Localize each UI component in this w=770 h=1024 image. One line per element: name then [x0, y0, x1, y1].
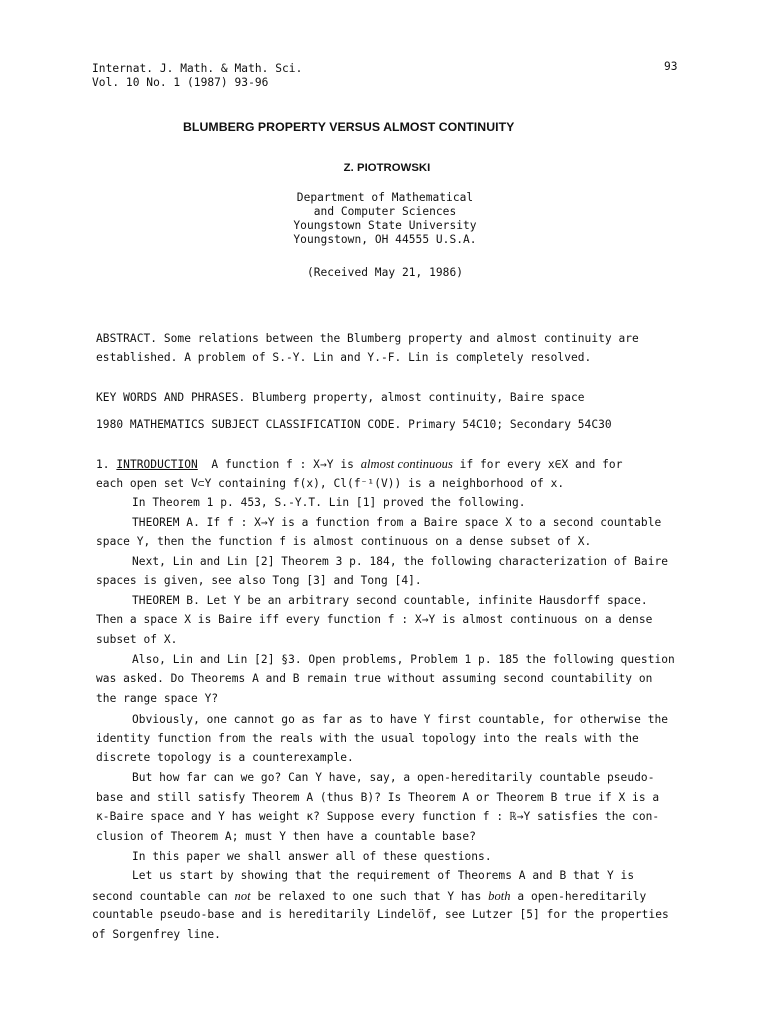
- body-line: the range space Y?: [96, 692, 219, 705]
- text-run: be relaxed to one such that Y has: [257, 890, 482, 903]
- classification-code: 1980 MATHEMATICS SUBJECT CLASSIFICATION CODE. Primary 54C10; Secondary 54C30: [96, 418, 612, 431]
- section-number: 1.: [96, 458, 110, 471]
- body-line: subset of X.: [96, 633, 178, 646]
- body-line: Then a space X is Baire iff every function f : X→Y is almost continuous on a dense: [96, 613, 653, 626]
- body-line: countable pseudo-base and is hereditarily Lindelöf, see Lutzer [5] for the properties: [92, 908, 669, 921]
- theorem-a-line: THEOREM A. If f : X→Y is a function from a Baire space X to a second countable: [132, 516, 662, 529]
- affiliation-line: Youngstown, OH 44555 U.S.A.: [293, 233, 477, 246]
- section-heading: INTRODUCTION: [116, 458, 198, 471]
- body-line: Next, Lin and Lin [2] Theorem 3 p. 184, the following characterization of Baire: [132, 555, 669, 568]
- body-line: Also, Lin and Lin [2] §3. Open problems, Problem 1 p. 185 the following question: [132, 653, 675, 666]
- body-line: Let us start by showing that the requirement of Theorems A and B that Y is: [132, 869, 635, 882]
- body-line: spaces is given, see also Tong [3] and Tong [4].: [96, 574, 422, 587]
- abstract-line: established. A problem of S.-Y. Lin and Y.-F. Lin is completely resolved.: [96, 351, 592, 364]
- theorem-b-line: THEOREM B. Let Y be an arbitrary second countable, infinite Hausdorff space.: [132, 594, 648, 607]
- body-line: was asked. Do Theorems A and B remain true without assuming second countability on: [96, 672, 653, 685]
- body-line: each open set V⊂Y containing f(x), Cl(f⁻¹(V)) is a neighborhood of x.: [96, 477, 565, 490]
- body-line: But how far can we go? Can Y have, say, a open-hereditarily countable pseudo-: [132, 771, 655, 784]
- body-line: base and still satisfy Theorem A (thus B)? Is Theorem A or Theorem B true if X is a: [96, 791, 660, 804]
- body-line: Obviously, one cannot go as far as to have Y first countable, for otherwise the: [132, 713, 669, 726]
- author-name: Z. PIOTROWSKI: [343, 162, 431, 174]
- body-line: space Y, then the function f is almost continuous on a dense subset of X.: [96, 535, 592, 548]
- affiliation-line: and Computer Sciences: [313, 205, 457, 218]
- body-line: In Theorem 1 p. 453, S.-Y.T. Lin [1] proved the following.: [132, 496, 526, 509]
- body-line: κ-Baire space and Y has weight κ? Suppose every function f : ℝ→Y satisfies the con-: [96, 810, 660, 823]
- text-run: A function f : X→Y is: [211, 458, 354, 471]
- body-line: In this paper we shall answer all of these questions.: [132, 850, 492, 863]
- affiliation-line: Youngstown State University: [293, 219, 477, 232]
- body-line: discrete topology is a counterexample.: [96, 751, 354, 764]
- page-number: 93: [664, 60, 678, 73]
- body-line: [92, 889, 646, 904]
- text-run: if for every x∈X and for: [459, 458, 623, 471]
- body-line: identity function from the reals with the usual topology into the reals with the: [96, 732, 639, 745]
- keywords: KEY WORDS AND PHRASES. Blumberg property, almost continuity, Baire space: [96, 391, 585, 404]
- received-date: (Received May 21, 1986): [306, 266, 464, 279]
- emphasis-text: not: [234, 889, 251, 903]
- emphasis-text: both: [488, 889, 511, 903]
- journal-line: Internat. J. Math. & Math. Sci.: [92, 62, 303, 75]
- abstract-line: ABSTRACT. Some relations between the Blumberg property and almost continuity are: [96, 332, 639, 345]
- paper-title: BLUMBERG PROPERTY VERSUS ALMOST CONTINUITY: [183, 120, 515, 134]
- body-line: clusion of Theorem A; must Y then have a countable base?: [96, 830, 476, 843]
- intro-line: [96, 457, 623, 472]
- text-run: second countable can: [92, 890, 228, 903]
- emphasis-text: almost continuous: [360, 457, 453, 471]
- volume-line: Vol. 10 No. 1 (1987) 93-96: [92, 76, 269, 89]
- body-line: of Sorgenfrey line.: [92, 928, 221, 941]
- text-run: a open-hereditarily: [517, 890, 647, 903]
- affiliation-line: Department of Mathematical: [296, 191, 474, 204]
